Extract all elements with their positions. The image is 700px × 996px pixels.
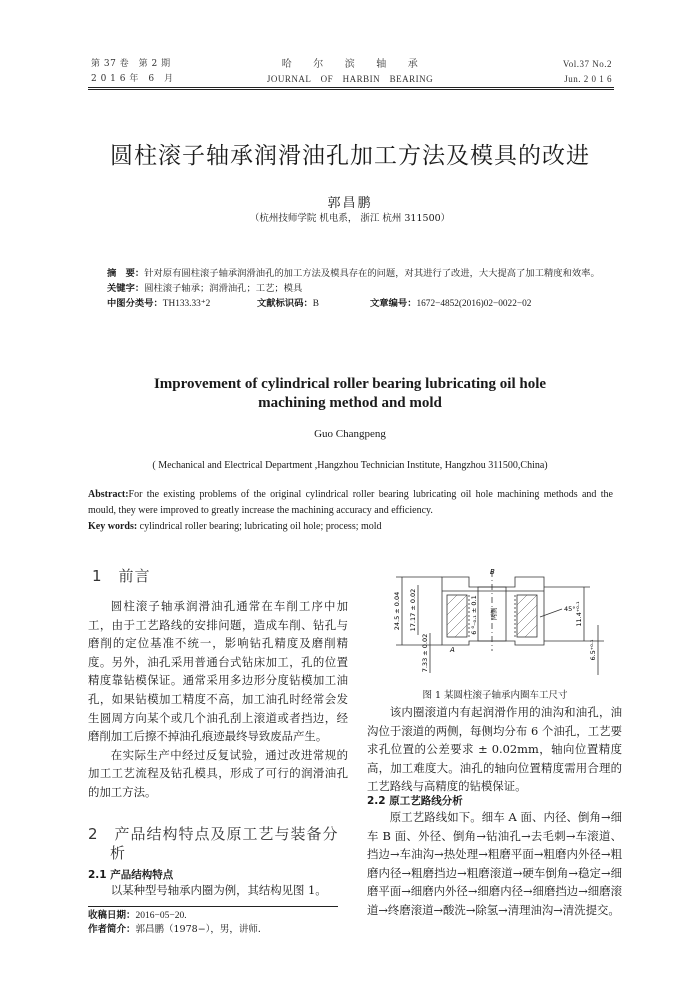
journal-issue: Vol.37 No.2 Jun. 2 0 1 6: [562, 59, 612, 84]
chamfer-leader: [540, 609, 562, 617]
keywords-en: cylindrical roller bearing; lubricating oil hole; process; mold: [137, 521, 382, 532]
section-2-heading: 2 产品结构特点及原工艺与装备分 析: [88, 825, 339, 862]
dim-text-17: 17.17 ± 0.02: [409, 588, 417, 632]
doc-code: 文献标识码：B: [257, 298, 319, 309]
subsection-2-2-heading: 2.2 原工艺路线分析: [367, 795, 463, 807]
keywords-cn: 圆柱滚子轴承；润滑油孔；工艺；模具: [144, 283, 303, 294]
label-both-sides: 两侧: [490, 607, 498, 621]
section-1-paragraph-2: 在实际生产中经过反复试验，通过改进常规的加工工艺流程及钻孔模具，形成了可行的润滑油孔的加工方法。: [88, 747, 348, 799]
footnote-rule: [88, 906, 338, 907]
section-1-body: [88, 597, 348, 802]
subsection-2-1-heading: 2.1 产品结构特点: [88, 869, 174, 881]
journal-volume: 第 37 卷 第 2 期 2 0 1 6 年 6 月: [91, 59, 174, 84]
label-b: B: [490, 568, 495, 576]
keywords-cn-label: 关键字：: [107, 283, 145, 294]
abstract-en: [88, 487, 613, 535]
header-rule-bottom: [88, 89, 614, 90]
bearing-inner-ring-drawing: [372, 565, 618, 685]
left-section: [447, 595, 467, 637]
abstract-cn-label: 摘 要：: [107, 268, 145, 279]
keywords-en-label: Key words:: [88, 521, 138, 532]
right-column-paragraph-1: 该内圈滚道内有起润滑作用的油沟和油孔，油沟位于滚道的两侧，每侧均分布 6 个油孔，工艺要求孔位置的公差要求 ± 0.02mm，轴向位置精度高，加工难度大。油孔的轴向位置精度需用合理的工艺路线与高精度的钻模保证。: [367, 705, 622, 794]
subsection-2-1-text: 以某种型号轴承内圈为例，其结构见图 1。: [110, 883, 327, 897]
abstract-cn: [107, 266, 607, 311]
dim-text-11: 11.4⁺⁰·¹: [575, 601, 583, 627]
dim-text-7: 7.33 ± 0.02: [421, 633, 429, 673]
footnote: 收稿日期：2016−05−20. 作者简介：郭昌鹏（1978−），男，讲师．: [88, 910, 268, 935]
dim-text-6: 6 ⁰₋₀.₁ ± 0.1: [470, 595, 478, 635]
affiliation-en: ( Mechanical and Electrical Department ,Hangzhou Technician Institute, Hangzhou 311500,China): [152, 460, 548, 471]
journal-name: 哈 尔 滨 轴 承 JOURNAL OF HARBIN BEARING: [266, 59, 434, 84]
dim-text-24: 24.5 ± 0.04: [393, 591, 401, 631]
author-en: Guo Changpeng: [314, 428, 386, 440]
dim-text-6-5: 6.5⁺⁰·¹: [589, 639, 597, 661]
figure-1-caption: 图 1 某圆柱滚子轴承内圈车工尺寸: [422, 690, 568, 701]
section-1-paragraph-1: 圆柱滚子轴承润滑油孔通常在车削工序中加工，由于工艺路线的安排问题，造成车削、钻孔与磨削的定位基准不统一，影响钻孔精度及磨削精度。另外，油孔采用普通台式钻床加工，孔的位置精度靠钻模保证。通常采用多边形分度钻模加工油孔，如果钻模加工精度不高，加工油孔时经常会发生圆周方向某个或几个油孔刮上滚道或者挡边，经磨削加工后擦不掉油孔痕迹最终导致废品产生。: [88, 599, 348, 744]
section-1-heading: 1 前言: [92, 567, 151, 585]
right-column-paragraph-2: 原工艺路线如下。细车 A 面、内径、倒角→细车 B 面、外径、倒角→钻油孔→去毛刺→车滚道、挡边→车油沟→热处理→粗磨平面→粗磨内外径→粗磨内径→粗磨挡边→粗磨滚道→硬车倒角→稳定→细磨平面→细磨内外径→细磨内径→细磨挡边→细磨滚道→终磨滚道→酸洗→除氢→清理油沟→清洗提交。: [367, 810, 622, 917]
right-section: [517, 595, 537, 637]
author-cn: 郭昌鹏: [327, 196, 373, 211]
figure-1: [372, 565, 618, 685]
abstract-en-text: For the existing problems of the original cylindrical roller bearing lubricating oil hole machining methods and the mould, they were improved to greatly increase the machining accuracy and efficiency.: [88, 489, 613, 516]
label-a: A: [450, 646, 455, 654]
affiliation-cn: （杭州技师学院 机电系， 浙江 杭州 311500）: [249, 213, 451, 224]
page-title: 圆柱滚子轴承润滑油孔加工方法及模具的改进: [110, 143, 590, 169]
article-number: 文章编号：1672−4852(2016)02−0022−02: [370, 298, 532, 309]
abstract-en-label: Abstract:: [88, 489, 129, 500]
header-rule-top: [88, 87, 614, 88]
dim-text-45: 45°: [564, 605, 576, 613]
title-en: Improvement of cylindrical roller bearing lubricating oil hole machining method and mold: [153, 376, 547, 411]
abstract-cn-text: 针对原有圆柱滚子轴承润滑油孔的加工方法及模具存在的问题，对其进行了改进，大大提高了加工精度和效率。: [144, 268, 600, 279]
clc-number: 中图分类号：TH133.33⁺2: [107, 298, 211, 309]
